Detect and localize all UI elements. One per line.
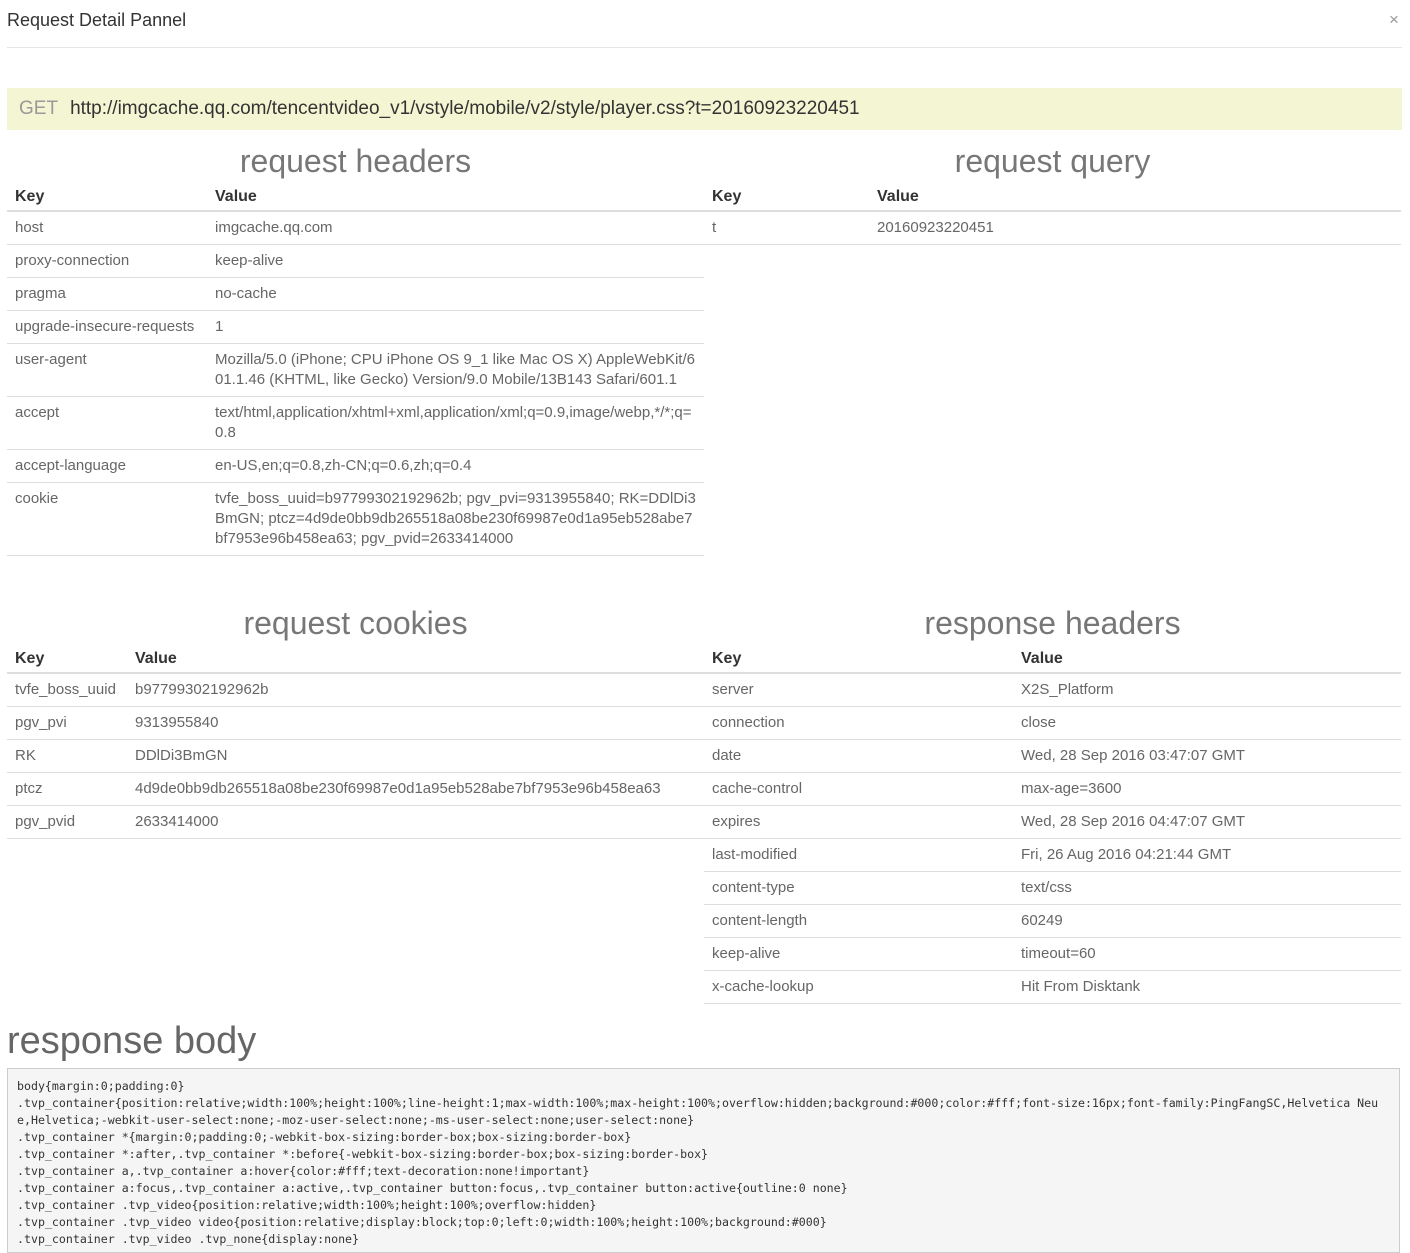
- row-key: cache-control: [704, 773, 1013, 806]
- table-row: [7, 806, 704, 839]
- table-row: [704, 806, 1401, 839]
- request-query-title: request query: [954, 143, 1151, 179]
- key-column-header: Key: [7, 180, 207, 211]
- row-value: Hit From Disktank: [1013, 971, 1401, 1004]
- panel-title: Request Detail Pannel: [7, 10, 187, 30]
- value-column-header: Value: [869, 180, 1401, 211]
- row-key: content-type: [704, 872, 1013, 905]
- row-key: t: [704, 211, 869, 245]
- request-cookies-table: [7, 642, 704, 839]
- row-key: pgv_pvi: [7, 707, 127, 740]
- row-key: tvfe_boss_uuid: [7, 673, 127, 707]
- row-value: 9313955840: [127, 707, 704, 740]
- value-column-header: Value: [207, 180, 704, 211]
- table-row: [7, 773, 704, 806]
- panel-header: [7, 0, 1402, 48]
- row-key: x-cache-lookup: [704, 971, 1013, 1004]
- request-headers-table: [7, 180, 704, 556]
- value-column-header: Value: [1013, 642, 1401, 673]
- table-row: [704, 211, 1401, 245]
- row-value: Fri, 26 Aug 2016 04:21:44 GMT: [1013, 839, 1401, 872]
- table-row: [7, 450, 704, 483]
- request-method: GET: [19, 98, 59, 119]
- table-row: [7, 707, 704, 740]
- row-key: RK: [7, 740, 127, 773]
- table-row: [7, 311, 704, 344]
- row-key: date: [704, 740, 1013, 773]
- row-value: close: [1013, 707, 1401, 740]
- row-value: tvfe_boss_uuid=b97799302192962b; pgv_pvi=9313955840; RK=DDlDi3BmGN; ptcz=4d9de0bb9db265518a08be230f69987e0d1a95eb528abe7bf7953e96b458ea63; pgv_pvid=2633414000: [207, 483, 704, 556]
- table-row: [7, 397, 704, 450]
- row-value: imgcache.qq.com: [207, 211, 704, 245]
- table-row: [704, 938, 1401, 971]
- table-row: [7, 673, 704, 707]
- row-key: user-agent: [7, 344, 207, 397]
- row-value: X2S_Platform: [1013, 673, 1401, 707]
- table-row: [704, 773, 1401, 806]
- request-headers-title: request headers: [239, 143, 472, 179]
- row-key: content-length: [704, 905, 1013, 938]
- response-headers-table: [704, 642, 1401, 1004]
- row-value: keep-alive: [207, 245, 704, 278]
- row-value: Wed, 28 Sep 2016 04:47:07 GMT: [1013, 806, 1401, 839]
- key-column-header: Key: [704, 642, 1013, 673]
- row-value: Wed, 28 Sep 2016 03:47:07 GMT: [1013, 740, 1401, 773]
- row-key: accept-language: [7, 450, 207, 483]
- row-key: proxy-connection: [7, 245, 207, 278]
- response-body-title: response body: [7, 1020, 257, 1062]
- table-row: [7, 278, 704, 311]
- request-query-table: [704, 180, 1401, 245]
- table-row: [7, 245, 704, 278]
- table-row: [7, 211, 704, 245]
- row-key: ptcz: [7, 773, 127, 806]
- table-row: [704, 905, 1401, 938]
- request-url-bar: [7, 88, 1402, 130]
- row-value: 1: [207, 311, 704, 344]
- row-value: timeout=60: [1013, 938, 1401, 971]
- close-icon[interactable]: ×: [1389, 10, 1399, 29]
- table-row: [704, 673, 1401, 707]
- row-value: 4d9de0bb9db265518a08be230f69987e0d1a95eb528abe7bf7953e96b458ea63: [127, 773, 704, 806]
- row-key: accept: [7, 397, 207, 450]
- row-key: connection: [704, 707, 1013, 740]
- row-key: server: [704, 673, 1013, 707]
- table-row: [704, 839, 1401, 872]
- response-headers-title: response headers: [924, 605, 1181, 641]
- row-value: DDlDi3BmGN: [127, 740, 704, 773]
- row-value: 20160923220451: [869, 211, 1401, 245]
- row-value: 2633414000: [127, 806, 704, 839]
- row-value: max-age=3600: [1013, 773, 1401, 806]
- table-row: [7, 740, 704, 773]
- table-row: [7, 483, 704, 556]
- key-column-header: Key: [7, 642, 127, 673]
- key-column-header: Key: [704, 180, 869, 211]
- table-row: [704, 872, 1401, 905]
- row-value: Mozilla/5.0 (iPhone; CPU iPhone OS 9_1 like Mac OS X) AppleWebKit/601.1.46 (KHTML, like Gecko) Version/9.0 Mobile/13B143 Safari/601.1: [207, 344, 704, 397]
- row-value: text/html,application/xhtml+xml,application/xml;q=0.9,image/webp,*/*;q=0.8: [207, 397, 704, 450]
- request-cookies-title: request cookies: [243, 605, 468, 641]
- row-key: cookie: [7, 483, 207, 556]
- row-key: pgv_pvid: [7, 806, 127, 839]
- row-value: en-US,en;q=0.8,zh-CN;q=0.6,zh;q=0.4: [207, 450, 704, 483]
- value-column-header: Value: [127, 642, 704, 673]
- row-key: upgrade-insecure-requests: [7, 311, 207, 344]
- row-value: text/css: [1013, 872, 1401, 905]
- row-key: pragma: [7, 278, 207, 311]
- row-value: b97799302192962b: [127, 673, 704, 707]
- row-value: 60249: [1013, 905, 1401, 938]
- table-row: [7, 344, 704, 397]
- table-row: [704, 971, 1401, 1004]
- row-value: no-cache: [207, 278, 704, 311]
- request-url[interactable]: http://imgcache.qq.com/tencentvideo_v1/vstyle/mobile/v2/style/player.css?t=20160923220451: [70, 98, 860, 119]
- row-key: last-modified: [704, 839, 1013, 872]
- row-key: expires: [704, 806, 1013, 839]
- row-key: keep-alive: [704, 938, 1013, 971]
- row-key: host: [7, 211, 207, 245]
- response-body-code[interactable]: body{margin:0;padding:0} .tvp_container{position:relative;width:100%;height:100%;line-height:1;max-width:100%;max-height:100%;overflow:hidden;background:#000;color:#fff;font-size:16px;font-family:PingFangSC,Helvetica Neue,Helvetica;-webkit-user-select:none;-moz-user-select:none;-ms-user-select:none;user-select:none} .tvp_container *{margin:0;padding:0;-webkit-box-sizing:border-box;box-sizing:border-box} .tvp_container *:after,.tvp_container *:before{-webkit-box-sizing:border-box;box-sizing:border-box} .tvp_container a,.tvp_container a:hover{color:#fff;text-decoration:none!important} .tvp_container a:focus,.tvp_container a:active,.tvp_container button:focus,.tvp_container button:active{outline:0 none} .tvp_container .tvp_video{position:relative;width:100%;height:100%;overflow:hidden} .tvp_container .tvp_video video{position:relative;display:block;top:0;left:0;width:100%;height:100%;background:#000} .tvp_container .tvp_video .tvp_none{display:none}: [7, 1068, 1400, 1253]
- table-row: [704, 740, 1401, 773]
- table-row: [704, 707, 1401, 740]
